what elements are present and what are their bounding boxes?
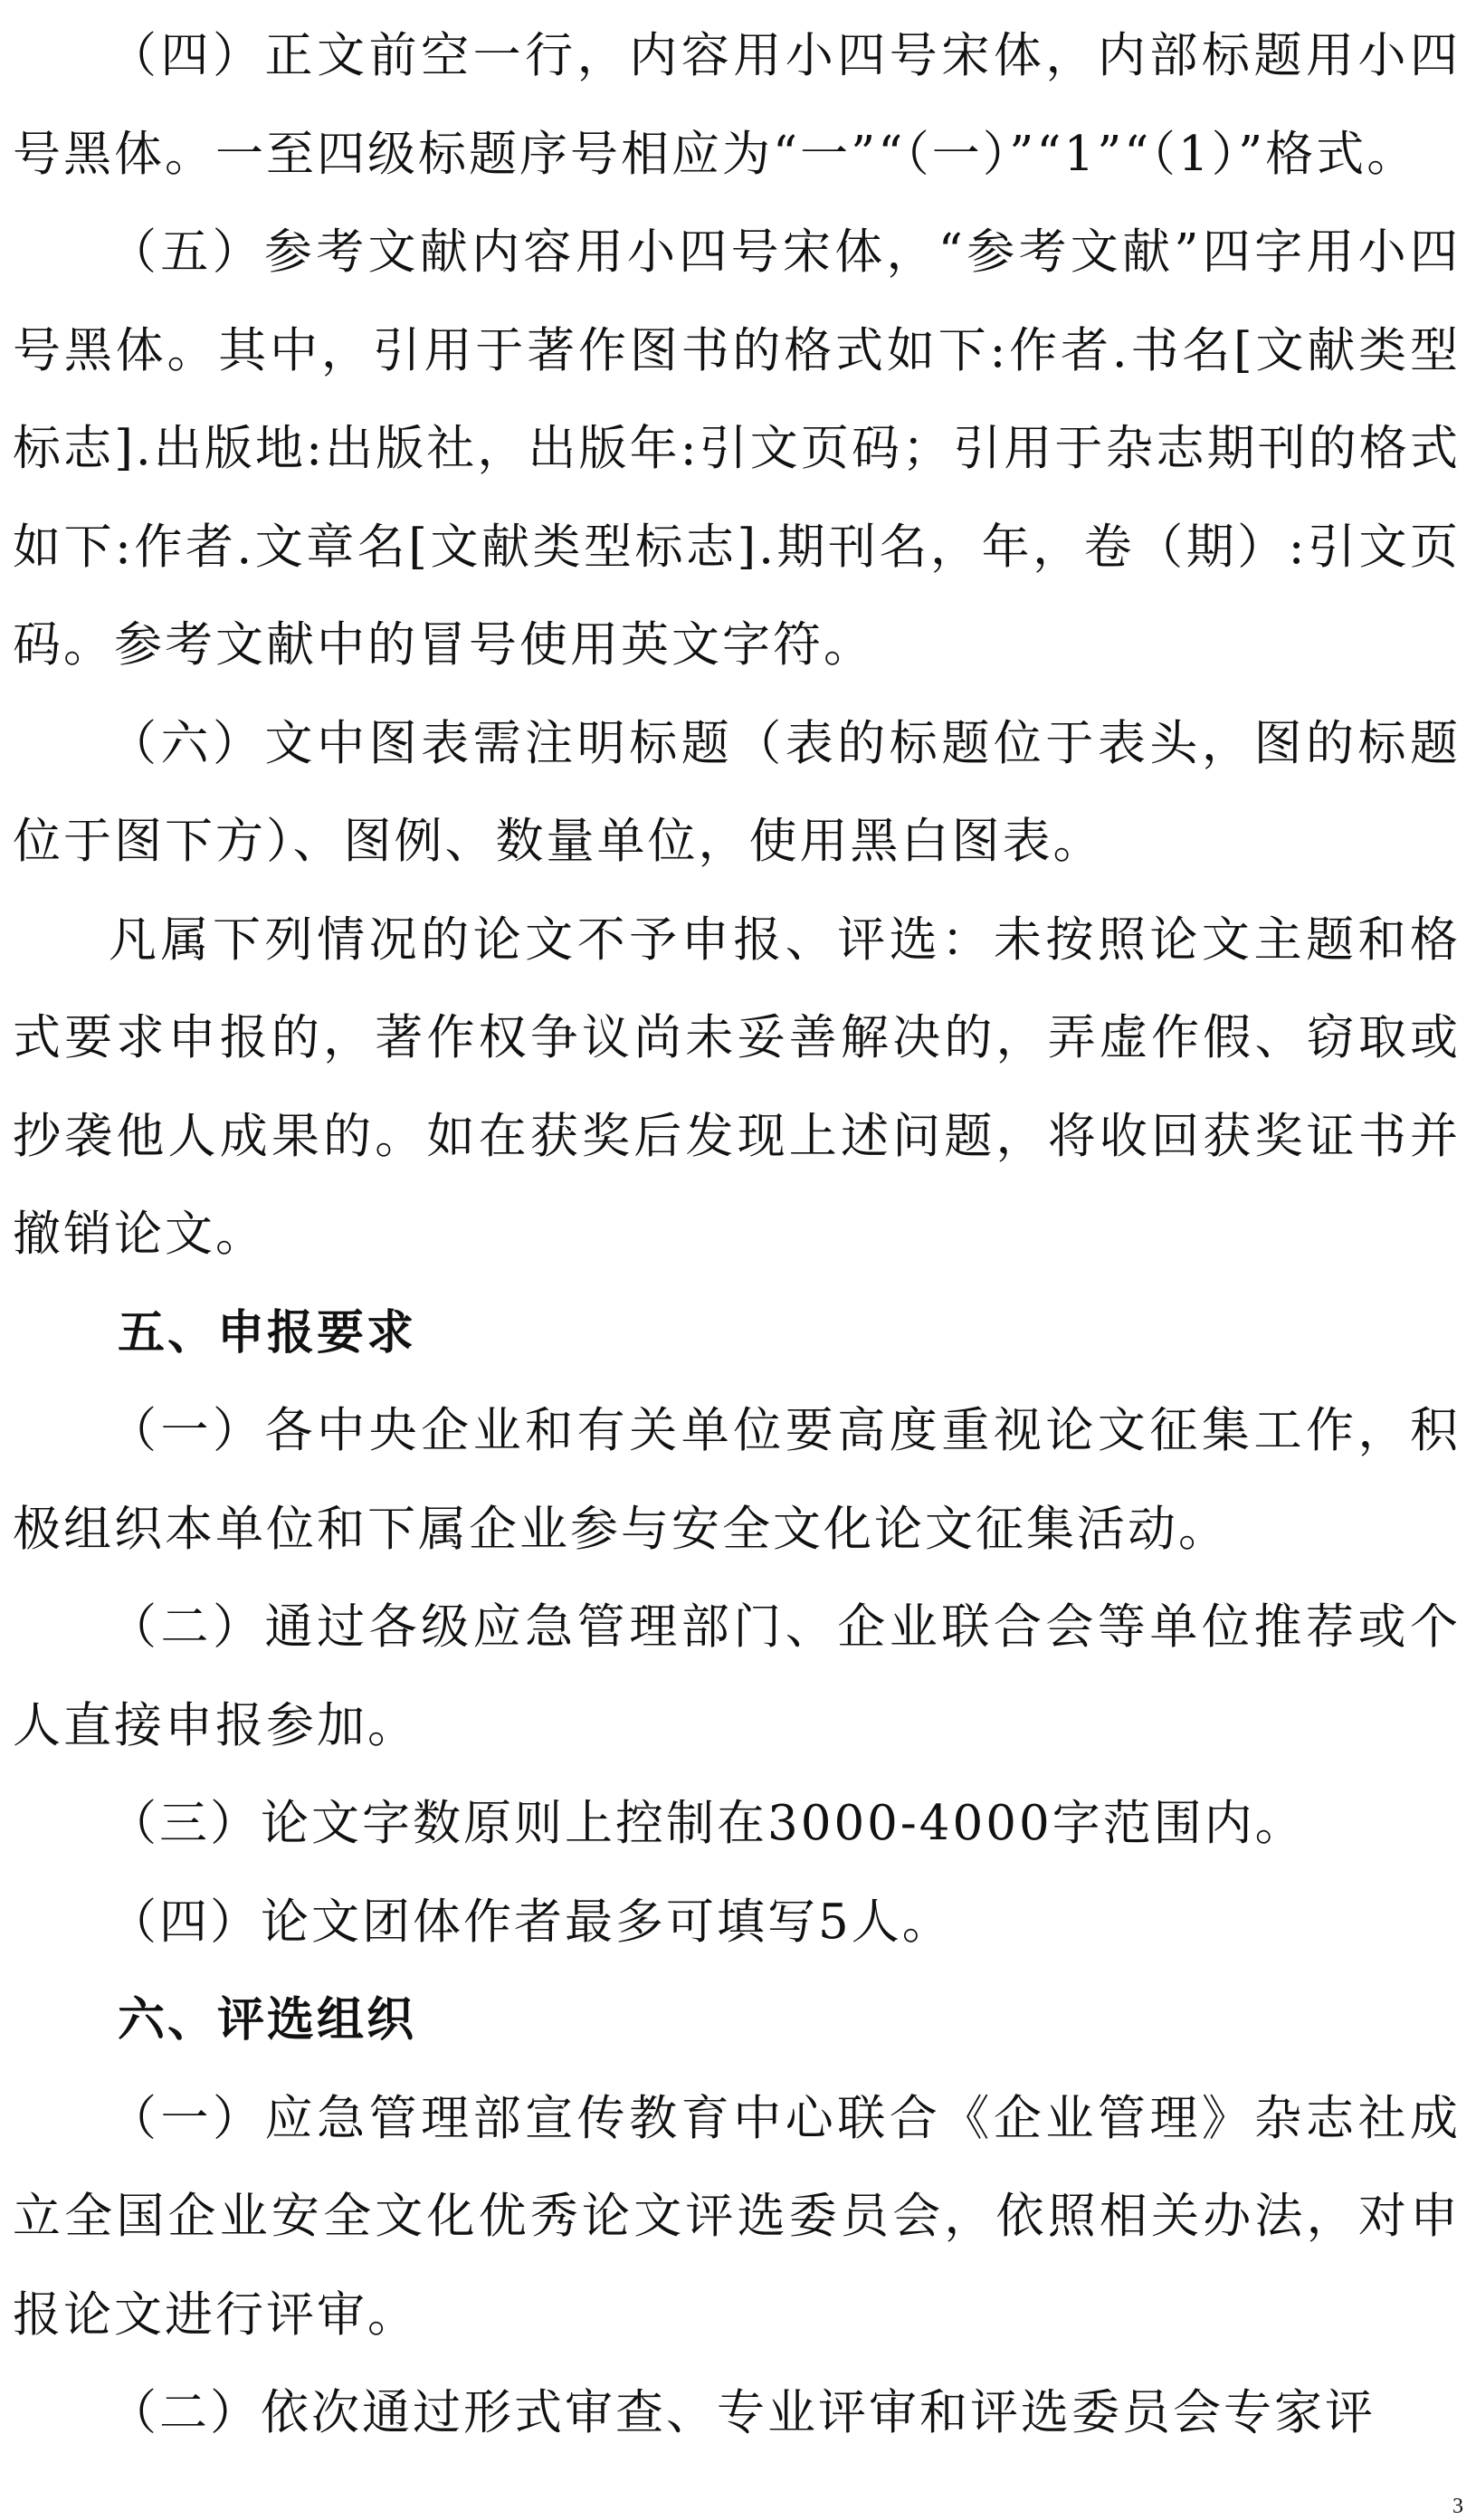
list-item-submission-4: （四）论文团体作者最多可填写5人。 bbox=[109, 1894, 953, 1950]
list-item-evaluation-2: （二）依次通过形式审查、专业评审和评选委员会专家评 bbox=[109, 2385, 1376, 2440]
section-heading-evaluation-organization: 六、评选组织 bbox=[118, 1993, 417, 2048]
document-body bbox=[13, 7, 1461, 2463]
paragraph-format-figures-tables: （六）文中图表需注明标题（表的标题位于表头，图的标题位于图下方）、图例、数量单位，使用黑白图表。 bbox=[13, 715, 1461, 869]
section-heading-submission-requirements: 五、申报要求 bbox=[118, 1305, 417, 1360]
list-item-submission-1: （一）各中央企业和有关单位要高度重视论文征集工作，积极组织本单位和下属企业参与安全文化论文征集活动。 bbox=[13, 1403, 1461, 1557]
paragraph-exclusion-rules: 凡属下列情况的论文不予申报、评选：未按照论文主题和格式要求申报的，著作权争议尚未妥善解决的，弄虚作假、窃取或抄袭他人成果的。如在获奖后发现上述问题，将收回获奖证书并撤销论文。 bbox=[13, 912, 1461, 1262]
list-item-submission-3: （三）论文字数原则上控制在3000-4000字范围内。 bbox=[109, 1796, 1306, 1851]
page-number: 3 bbox=[1452, 2495, 1463, 2518]
list-item-submission-2: （二）通过各级应急管理部门、企业联合会等单位推荐或个人直接申报参加。 bbox=[13, 1599, 1461, 1753]
paragraph-format-body-text: （四）正文前空一行，内容用小四号宋体，内部标题用小四号黑体。一至四级标题序号相应为“一”“（一）”“1”“（1）”格式。 bbox=[13, 28, 1461, 182]
list-item-evaluation-1: （一）应急管理部宣传教育中心联合《企业管理》杂志社成立全国企业安全文化优秀论文评选委员会，依照相关办法，对申报论文进行评审。 bbox=[13, 2090, 1461, 2343]
paragraph-format-references: （五）参考文献内容用小四号宋体，“参考文献”四字用小四号黑体。其中，引用于著作图书的格式如下:作者.书名[文献类型标志].出版地:出版社，出版年:引文页码；引用于杂志期刊的格式如下:作者.文章名[文献类型标志].期刊名，年，卷（期）:引文页码。参考文献中的冒号使用英文字符。 bbox=[13, 224, 1461, 673]
